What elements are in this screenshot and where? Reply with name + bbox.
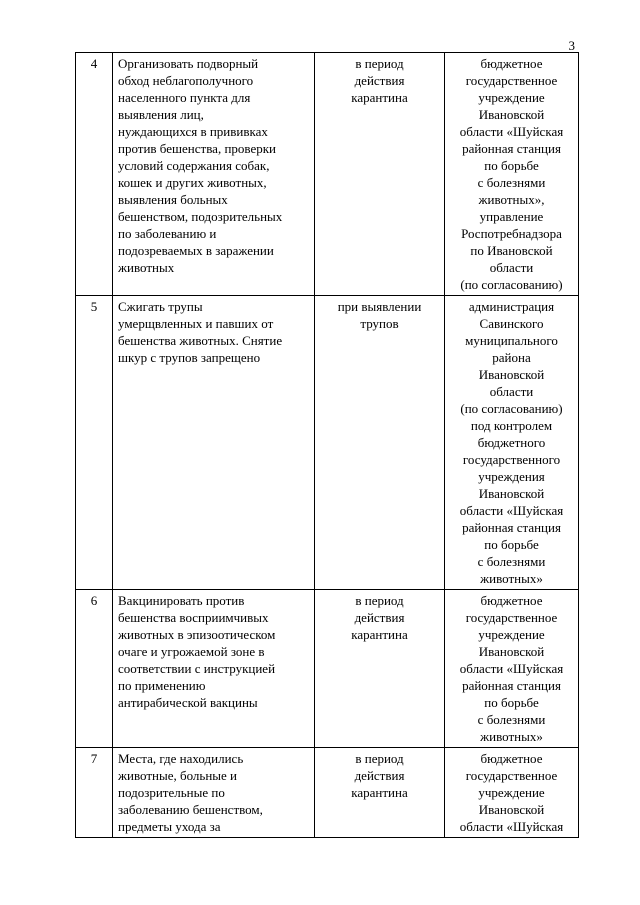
action-cell: Организовать подворный обход неблагополучного населенного пункта для выявления лиц, нуждающихся в прививках против бешенства, проверки условий содержания собак, кошек и других животных, выявления больных бешенством, подозрительных по заболеванию и подозреваемых в заражении животных xyxy=(113,53,315,296)
row-number: 6 xyxy=(76,590,113,748)
responsible-cell: администрация Савинского муниципального района Ивановской области (по согласованию) под контролем бюджетного государственного учреждения Ивановской области «Шуйская районная станция по борьбе с болезнями животных» xyxy=(445,296,579,590)
row-number: 4 xyxy=(76,53,113,296)
term-cell: в период действия карантина xyxy=(315,748,445,838)
row-number: 7 xyxy=(76,748,113,838)
table-row xyxy=(76,748,579,838)
responsible-cell: бюджетное государственное учреждение Ивановской области «Шуйская xyxy=(445,748,579,838)
page-number: 3 xyxy=(568,38,575,53)
term-cell: в период действия карантина xyxy=(315,590,445,748)
measures-table xyxy=(75,52,579,838)
row-number: 5 xyxy=(76,296,113,590)
action-cell: Сжигать трупы умерщвленных и павших от бешенства животных. Снятие шкур с трупов запрещено xyxy=(113,296,315,590)
responsible-cell: бюджетное государственное учреждение Ивановской области «Шуйская районная станция по борьбе с болезнями животных» xyxy=(445,590,579,748)
responsible-cell: бюджетное государственное учреждение Ивановской области «Шуйская районная станция по борьбе с болезнями животных», управление Роспотребнадзора по Ивановской области (по согласованию) xyxy=(445,53,579,296)
table-row xyxy=(76,296,579,590)
action-cell: Вакцинировать против бешенства восприимчивых животных в эпизоотическом очаге и угрожаемой зоне в соответствии с инструкцией по применению антирабической вакцины xyxy=(113,590,315,748)
table-row xyxy=(76,590,579,748)
term-cell: в период действия карантина xyxy=(315,53,445,296)
term-cell: при выявлении трупов xyxy=(315,296,445,590)
table-row xyxy=(76,53,579,296)
action-cell: Места, где находились животные, больные и подозрительные по заболеванию бешенством, предметы ухода за xyxy=(113,748,315,838)
